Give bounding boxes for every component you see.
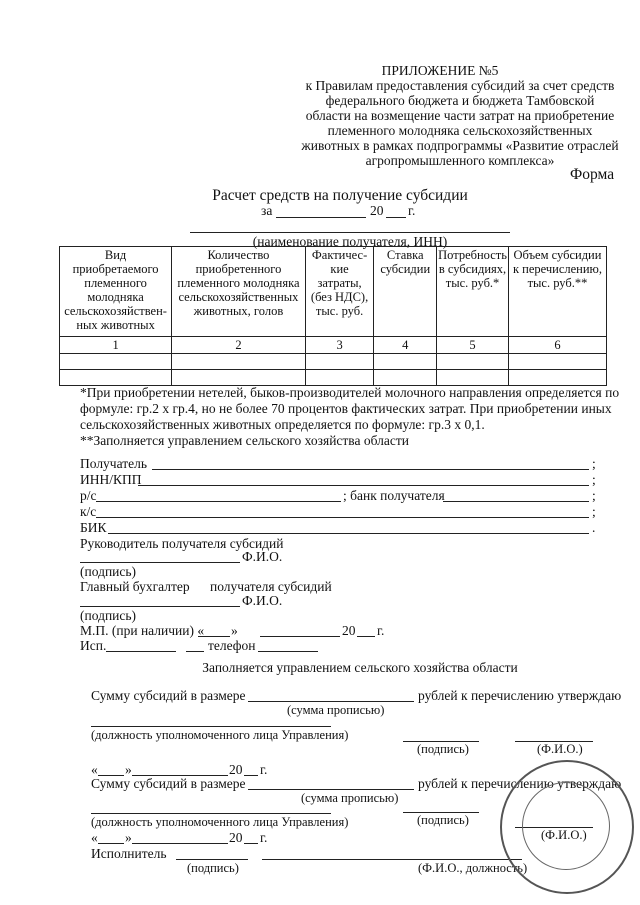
period-year: 20 [370,203,384,218]
period-year-line[interactable] [386,217,406,218]
note-line: формуле: гр.2 х гр.4, но не более 70 процентов фактических затрат. При приобретении иных [80,401,612,416]
sum-words-caption: (сумма прописью) [287,703,385,717]
date-day-line-2[interactable] [98,843,124,844]
date-open-2: « [91,830,98,845]
col-header-quantity: Количество приобретенного племенного молодняка сельскохозяйственных животных, голов [172,247,306,337]
podpis-caption-2: (подпись) [417,813,469,827]
date-year-2: 20 [229,830,243,845]
official-line[interactable] [91,726,331,727]
note-line: сельскохозяйственных животных определяется по формуле: гр.3 х 0,1. [80,417,485,432]
date-g: г. [260,762,268,777]
header-line: федерального бюджета и бюджета Тамбовской [325,93,595,108]
sum-suffix: рублей к перечислению утверждаю [418,688,622,703]
semicolon: ; [592,472,596,487]
mp-quote-close: » [231,623,238,638]
subsidy-table [59,246,607,386]
sum-field-2[interactable] [248,789,414,790]
mp-year: 20 [342,623,356,638]
recipient-field[interactable] [152,469,589,470]
mp-month-line[interactable] [260,636,340,637]
header-line: области на возмещение части затрат на приобретение [305,108,615,123]
table-cell[interactable] [508,370,606,386]
head-signature-line[interactable] [80,562,240,563]
col-number: 5 [437,337,509,354]
bik-field[interactable] [108,533,589,534]
date-open: « [91,762,98,777]
official-line-2[interactable] [91,813,331,814]
mp-g: г. [377,623,385,638]
mp-label: М.П. (при наличии) « [80,623,205,638]
col-header-actual-costs: Фактичес- кие затраты, (без НДС), тыс. руб. [305,247,374,337]
table-cell[interactable] [374,354,437,370]
header-line: к Правилам предоставления субсидий за счет средств [305,78,615,93]
col-header-amount: Объем субсидии к перечислению, тыс. руб.** [508,247,606,337]
table-cell[interactable] [172,354,306,370]
recipient-label: Получатель [80,456,148,471]
col-number: 1 [60,337,172,354]
col-header-need: Потребность в субсидиях, тыс. руб.* [437,247,509,337]
ks-label: к/с [80,504,97,519]
department-title: Заполняется управлением сельского хозяйства области [202,660,518,675]
table-row [60,354,607,370]
table-row [60,370,607,386]
rs-label: р/с [80,488,97,503]
col-header-rate: Ставка субсидии [374,247,437,337]
official-caption-2: (должность уполномоченного лица Управления) [91,815,349,829]
executor-fio-caption: (Ф.И.О., должность) [418,861,528,875]
period-date-line[interactable] [276,217,366,218]
date-month-line-2[interactable] [132,843,228,844]
phone-field[interactable] [258,651,318,652]
executor-signature-line[interactable] [176,859,248,860]
chief-accountant-signature-line[interactable] [80,606,240,607]
executor-fio-line[interactable] [262,859,522,860]
header-line: животных в рамках подпрограммы «Развитие отраслей [301,138,619,153]
page-title: Расчет средств на получение субсидии [212,187,468,204]
head-fio: Ф.И.О. [242,549,283,564]
mp-day-line[interactable] [198,636,230,637]
recipient-name-line[interactable] [190,232,510,233]
col-number: 3 [305,337,374,354]
table-cell[interactable] [60,354,172,370]
rs-field[interactable] [96,501,341,502]
mp-year-line[interactable] [357,636,375,637]
inn-kpp-field[interactable] [138,485,589,486]
head-label: Руководитель получателя субсидий [80,536,284,551]
table-cell[interactable] [172,370,306,386]
table-cell[interactable] [437,370,509,386]
ks-field[interactable] [96,517,589,518]
fio-caption-2: (Ф.И.О.) [541,828,587,842]
table-cell[interactable] [437,354,509,370]
date-year-line-2[interactable] [244,843,258,844]
semicolon: ; [592,504,596,519]
date-year: 20 [229,762,243,777]
official-seal-inner [522,782,610,870]
official-caption: (должность уполномоченного лица Управления) [91,728,349,742]
head-podpis: (подпись) [80,564,137,579]
chief-accountant-label: Главный бухгалтер [80,579,190,594]
sum-suffix-2: рублей к перечислению утверждаю [418,776,622,791]
col-number: 2 [172,337,306,354]
executor-podpis-caption: (подпись) [187,861,239,875]
fio-caption: (Ф.И.О.) [537,742,583,756]
phone-label: телефон [208,638,256,653]
period-prefix: за [261,203,273,218]
appendix-title: ПРИЛОЖЕНИЕ №5 [381,63,499,78]
chief-accountant-fio: Ф.И.О. [242,593,283,608]
date-close-2: » [125,830,132,845]
sum-prefix-2: Сумму субсидий в размере [91,776,246,791]
sum-words-caption-2: (сумма прописью) [301,791,399,805]
executor-label: Исполнитель [91,846,167,861]
executor-short-label: Исп. [80,638,107,653]
table-cell[interactable] [508,354,606,370]
recipient-caption: (наименование получателя, ИНН) [252,234,448,249]
table-cell[interactable] [60,370,172,386]
col-header-animal-type: Вид приобретаемого племенного молодняка сельскохозяйствен- ных животных [60,247,172,337]
bank-field[interactable] [443,501,589,502]
bank-label: ; банк получателя [343,488,445,503]
sum-prefix: Сумму субсидий в размере [91,688,246,703]
dot: . [592,520,596,535]
executor-field[interactable] [106,651,176,652]
official-seal [500,760,634,894]
sum-field[interactable] [248,701,414,702]
executor-field-2[interactable] [186,651,204,652]
note-line: *При приобретении нетелей, быков-производителей молочного направления определяется по [80,385,620,400]
bik-label: БИК [80,520,107,535]
semicolon: ; [592,456,596,471]
header-line: агропромышленного комплекса» [365,153,555,168]
col-number: 4 [374,337,437,354]
chief-accountant-podpis: (подпись) [80,608,137,623]
period-suffix: г. [408,203,416,218]
table-cell[interactable] [305,354,374,370]
inn-kpp-label: ИНН/КПП [80,472,142,487]
semicolon: ; [592,488,596,503]
podpis-caption: (подпись) [417,742,469,756]
header-line: племенного молодняка сельскохозяйственных [327,123,593,138]
date-close: » [125,762,132,777]
date-g-2: г. [260,830,268,845]
chief-accountant-label-2: получателя субсидий [210,579,332,594]
col-number: 6 [508,337,606,354]
date-year-line[interactable] [244,775,258,776]
form-label: Форма [570,166,615,183]
note-line: **Заполняется управлением сельского хозяйства области [80,433,409,448]
table-cell[interactable] [305,370,374,386]
table-cell[interactable] [374,370,437,386]
